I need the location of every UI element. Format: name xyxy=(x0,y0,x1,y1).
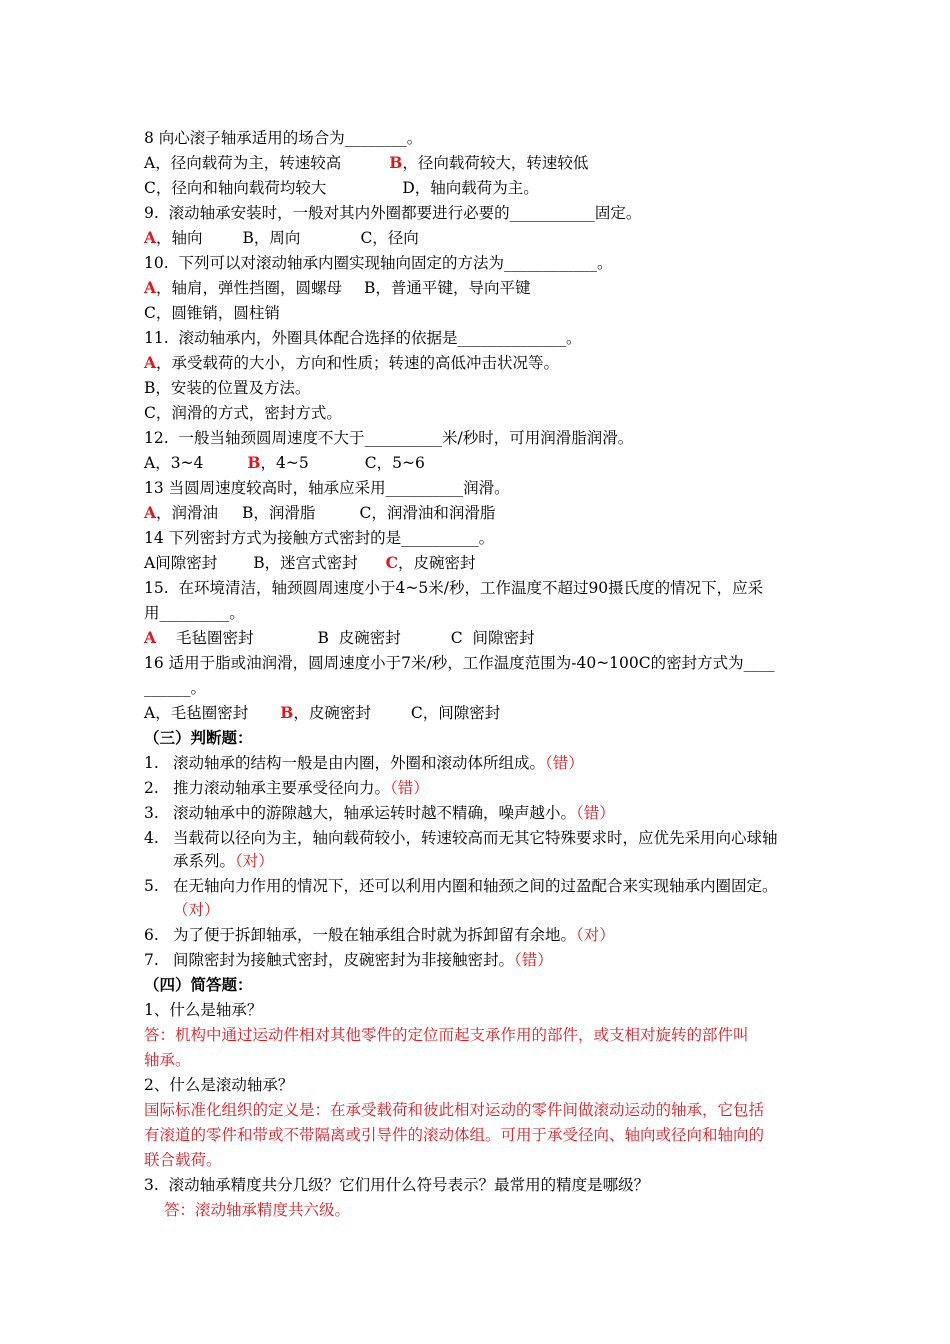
short-answer-1-cont: 轴承。 xyxy=(144,1051,191,1069)
option-d: D，轴向载荷为主。 xyxy=(402,179,539,197)
option-c: C，径向 xyxy=(360,229,419,247)
option-c: C，5~6 xyxy=(364,454,425,472)
judge-text: 滚动轴承的结构一般是由内圈，外圈和滚动体所组成。（错） xyxy=(173,754,584,772)
judge-text: 间隙密封为接触式密封，皮碗密封为非接触密封。（错） xyxy=(173,951,553,969)
option-a: ，轴肩，弹性挡圈，圆螺母 xyxy=(156,279,343,297)
option-c: C，径向和轴向载荷均较大 xyxy=(144,179,327,197)
judge-text: 滚动轴承中的游隙越大，轴承运转时越不精确，噪声越小。（错） xyxy=(173,804,615,822)
option-b: B 皮碗密封 xyxy=(317,629,401,647)
short-answer-1: 答：机构中通过运动件相对其他零件的定位而起支承作用的部件，或支相对旋转的部件叫 xyxy=(144,1026,749,1044)
judge-item-3: 3. 滚动轴承中的游隙越大，轴承运转时越不精确，噪声越小。（错） xyxy=(144,804,615,822)
q11-option-a: A，承受载荷的大小，方向和性质；转速的高低冲击状况等。 xyxy=(144,353,560,372)
judge-item-4: 4. 当载荷以径向为主，轴向载荷较小，转速较高而无其它特殊要求时，应优先采用向心球轴 xyxy=(144,829,778,847)
answer-marker: A xyxy=(144,353,157,372)
q15-options xyxy=(144,628,535,648)
option-a: ，轴向 xyxy=(156,229,203,247)
q11-option-c: C，润滑的方式，密封方式。 xyxy=(144,404,342,422)
option-c: C，润滑油和润滑脂 xyxy=(359,504,496,522)
option-c: C，间隙密封 xyxy=(410,704,501,722)
option-c: C 间隙密封 xyxy=(450,629,535,647)
judge-item-1: 1. 滚动轴承的结构一般是由内圈，外圈和滚动体所组成。（错） xyxy=(144,754,584,772)
short-answer-3: 答：滚动轴承精度共六级。 xyxy=(164,1201,351,1219)
q9-options xyxy=(144,228,419,248)
option-a: A，3~4 xyxy=(144,454,204,472)
judge-item-4-cont: 承系列。（对） xyxy=(173,852,274,870)
answer-marker: A xyxy=(144,228,157,247)
answer-marker: A xyxy=(144,628,157,647)
option-a: A，径向载荷为主，转速较高 xyxy=(144,154,342,172)
question-16-cont: ______。 xyxy=(144,679,207,697)
q11-option-b: B，安装的位置及方法。 xyxy=(144,379,311,397)
option-a: A间隙密封 xyxy=(144,554,218,572)
section-3-title: （三）判断题： xyxy=(144,728,253,747)
q8-options-ab xyxy=(144,153,588,173)
short-answer-2-cont2: 联合载荷。 xyxy=(144,1151,222,1169)
q10-option-c: C，圆锥销，圆柱销 xyxy=(144,304,280,322)
option-b: B，润滑脂 xyxy=(242,504,316,522)
option-b: ，径向载荷较大，转速较低 xyxy=(402,154,589,172)
answer-marker: A xyxy=(144,503,157,522)
question-13: 13 当圆周速度较高时，轴承应采用__________润滑。 xyxy=(144,479,510,497)
q8-options-cd xyxy=(144,178,539,198)
q16-options xyxy=(144,703,500,723)
q10-options-ab xyxy=(144,278,530,298)
short-question-1: 1、什么是轴承？ xyxy=(144,1001,263,1019)
question-11: 11. 滚动轴承内，外圈具体配合选择的依据是______________。 xyxy=(144,329,582,347)
judge-answer: （错） xyxy=(576,804,615,822)
judge-answer: （错） xyxy=(545,754,584,772)
option-c: ，皮碗密封 xyxy=(397,554,476,572)
question-8: 8 向心滚子轴承适用的场合为________。 xyxy=(144,129,423,147)
section-4-title: （四）简答题： xyxy=(144,975,253,994)
option-b: B，周向 xyxy=(242,229,301,247)
judge-item-2: 2. 推力滚动轴承主要承受径向力。（错） xyxy=(144,779,429,797)
q14-options xyxy=(144,553,475,573)
judge-answer: （对） xyxy=(235,852,274,870)
option-b: B，迷宫式密封 xyxy=(253,554,358,572)
judge-answer: （错） xyxy=(514,951,553,969)
judge-text: 当载荷以径向为主，轴向载荷较小，转速较高而无其它特殊要求时，应优先采用向心球轴 xyxy=(173,829,778,847)
answer-marker: A xyxy=(144,278,157,297)
answer-marker: C xyxy=(385,553,398,572)
judge-item-5: 5. 在无轴向力作用的情况下，还可以利用内圈和轴颈之间的过盈配合来实现轴承内圈固定。 xyxy=(144,877,778,895)
short-question-3: 3. 滚动轴承精度共分几级？它们用什么符号表示？最常用的精度是哪级？ xyxy=(144,1176,650,1194)
option-b: ，4~5 xyxy=(260,454,309,472)
question-12: 12. 一般当轴颈圆周速度不大于__________米/秒时，可用润滑脂润滑。 xyxy=(144,429,634,447)
q13-options xyxy=(144,503,495,523)
question-16: 16 适用于脂或油润滑，圆周速度小于7米/秒，工作温度范围为-40~100C的密封方式为____ xyxy=(144,654,775,672)
option-a: ，润滑油 xyxy=(156,504,219,522)
short-answer-2: 国际标准化组织的定义是：在承受载荷和彼此相对运动的零件间做滚动运动的轴承，它包括 xyxy=(144,1101,765,1119)
question-9: 9. 滚动轴承安装时，一般对其内外圈都要进行必要的___________固定。 xyxy=(144,204,642,222)
answer-marker: B xyxy=(389,153,403,172)
short-answer-2-cont: 有滚道的零件和带或不带隔离或引导件的滚动体组。可用于承受径向、轴向或径向和轴向的 xyxy=(144,1126,765,1144)
judge-item-6: 6. 为了便于拆卸轴承，一般在轴承组合时就为拆卸留有余地。（对） xyxy=(144,926,615,944)
judge-item-7: 7. 间隙密封为接触式密封，皮碗密封为非接触密封。（错） xyxy=(144,951,553,969)
option-b: B，普通平键，导向平键 xyxy=(364,279,531,297)
short-question-2: 2、什么是滚动轴承？ xyxy=(144,1076,294,1094)
judge-text: 为了便于拆卸轴承，一般在轴承组合时就为拆卸留有余地。（对） xyxy=(173,926,615,944)
option-b: ，皮碗密封 xyxy=(293,704,371,722)
option-a: 毛毡圈密封 xyxy=(176,629,254,647)
answer-marker: B xyxy=(247,453,261,472)
option-a: A，毛毡圈密封 xyxy=(144,704,249,722)
judge-text: 在无轴向力作用的情况下，还可以利用内圈和轴颈之间的过盈配合来实现轴承内圈固定。 xyxy=(173,877,778,895)
question-15-cont: 用_________。 xyxy=(144,604,245,622)
question-15: 15. 在环境清洁，轴颈圆周速度小于4~5米/秒，工作温度不超过90摄氏度的情况下，应采 xyxy=(144,579,764,597)
answer-marker: B xyxy=(280,703,294,722)
question-10: 10. 下列可以对滚动轴承内圈实现轴向固定的方法为____________。 xyxy=(144,254,613,272)
judge-text: 推力滚动轴承主要承受径向力。（错） xyxy=(173,779,429,797)
judge-item-5-answer: （对） xyxy=(173,901,220,919)
judge-answer: （对） xyxy=(576,926,615,944)
q12-options xyxy=(144,453,425,473)
question-14: 14 下列密封方式为接触方式密封的是__________。 xyxy=(144,529,495,547)
judge-answer: （错） xyxy=(390,779,429,797)
